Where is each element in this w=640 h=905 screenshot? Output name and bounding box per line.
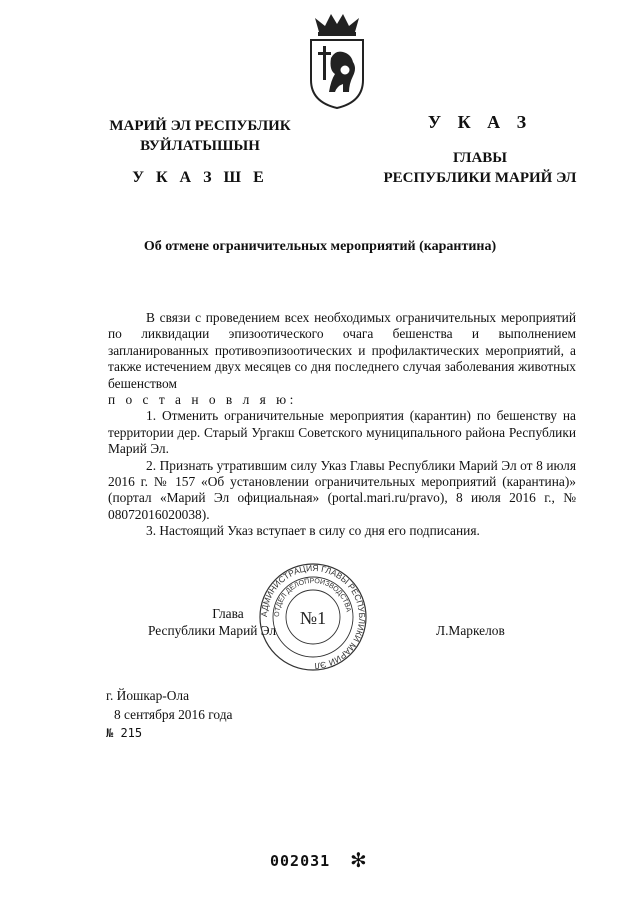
place-city: г. Йошкар-Ола bbox=[106, 688, 190, 703]
place-date: 8 сентября 2016 года bbox=[114, 707, 233, 722]
stamp-outer-text: АДМИНИСТРАЦИЯ ГЛАВЫ РЕСПУБЛИКИ МАРИЙ ЭЛ bbox=[258, 562, 368, 672]
body-item-3: 3. Настоящий Указ вступает в силу со дня его подписания. bbox=[146, 523, 480, 539]
header-left-decree: У К А З Ш Е bbox=[132, 169, 268, 186]
header-left-line1: МАРИЙ ЭЛ РЕСПУБЛИК bbox=[109, 118, 291, 134]
signature-role-line1: Глава bbox=[212, 606, 244, 621]
signature-role-line2: Республики Марий Эл bbox=[148, 623, 277, 638]
header-right-line3: РЕСПУБЛИКИ МАРИЙ ЭЛ bbox=[383, 170, 577, 186]
stamp-number: №1 bbox=[299, 608, 327, 628]
stamp-inner-text: ОТДЕЛ ДЕЛОПРОИЗВОДСТВА bbox=[273, 577, 352, 618]
place-date-block bbox=[106, 686, 232, 743]
place-number: № 215 bbox=[106, 726, 143, 740]
header-right-decree: У К А З bbox=[427, 112, 533, 132]
header-right-block bbox=[360, 112, 600, 188]
document-title: Об отмене ограничительных мероприятий (карантина) bbox=[143, 239, 497, 254]
signature-role bbox=[148, 605, 277, 639]
header-left-line2: ВУЙЛАТЫШЫН bbox=[140, 138, 260, 154]
footer-serial-number: 002031 bbox=[270, 852, 331, 870]
footer-asterisk-icon: ✻ bbox=[350, 850, 367, 872]
header-right-line2: ГЛАВЫ bbox=[452, 150, 508, 166]
body-item-2: 2. Признать утратившим силу Указ Главы Республики Марий Эл от 8 июля 2016 г. № 157 «Об установлении ограничительных мероприятий (карантина)» (портал «Марий Эл официальная» (portal.mari.ru/pravo), 8 июля 2016 г., № 08072016020038). bbox=[108, 457, 576, 522]
coat-of-arms-emblem bbox=[305, 10, 369, 110]
body-item-1: 1. Отменить ограничительные мероприятия (карантин) по бешенству на территории дер. Старый Ургакш Советского муниципального района Республики Марий Эл. bbox=[108, 408, 576, 457]
signature-name: Л.Маркелов bbox=[436, 623, 505, 638]
body-intro: В связи с проведением всех необходимых ограничительных мероприятий по ликвидации эпизоотического очага бешенства и выполнением запланированных противоэпизоотических и профилактических мероприятий, а также истечением двух месяцев со дня последнего случая заболевания животных бешенством bbox=[108, 310, 576, 391]
official-seal-stamp bbox=[258, 562, 368, 672]
header-left-block bbox=[100, 116, 300, 188]
document-body bbox=[108, 310, 576, 540]
body-decree-word: п о с т а н о в л я ю: bbox=[108, 392, 297, 408]
